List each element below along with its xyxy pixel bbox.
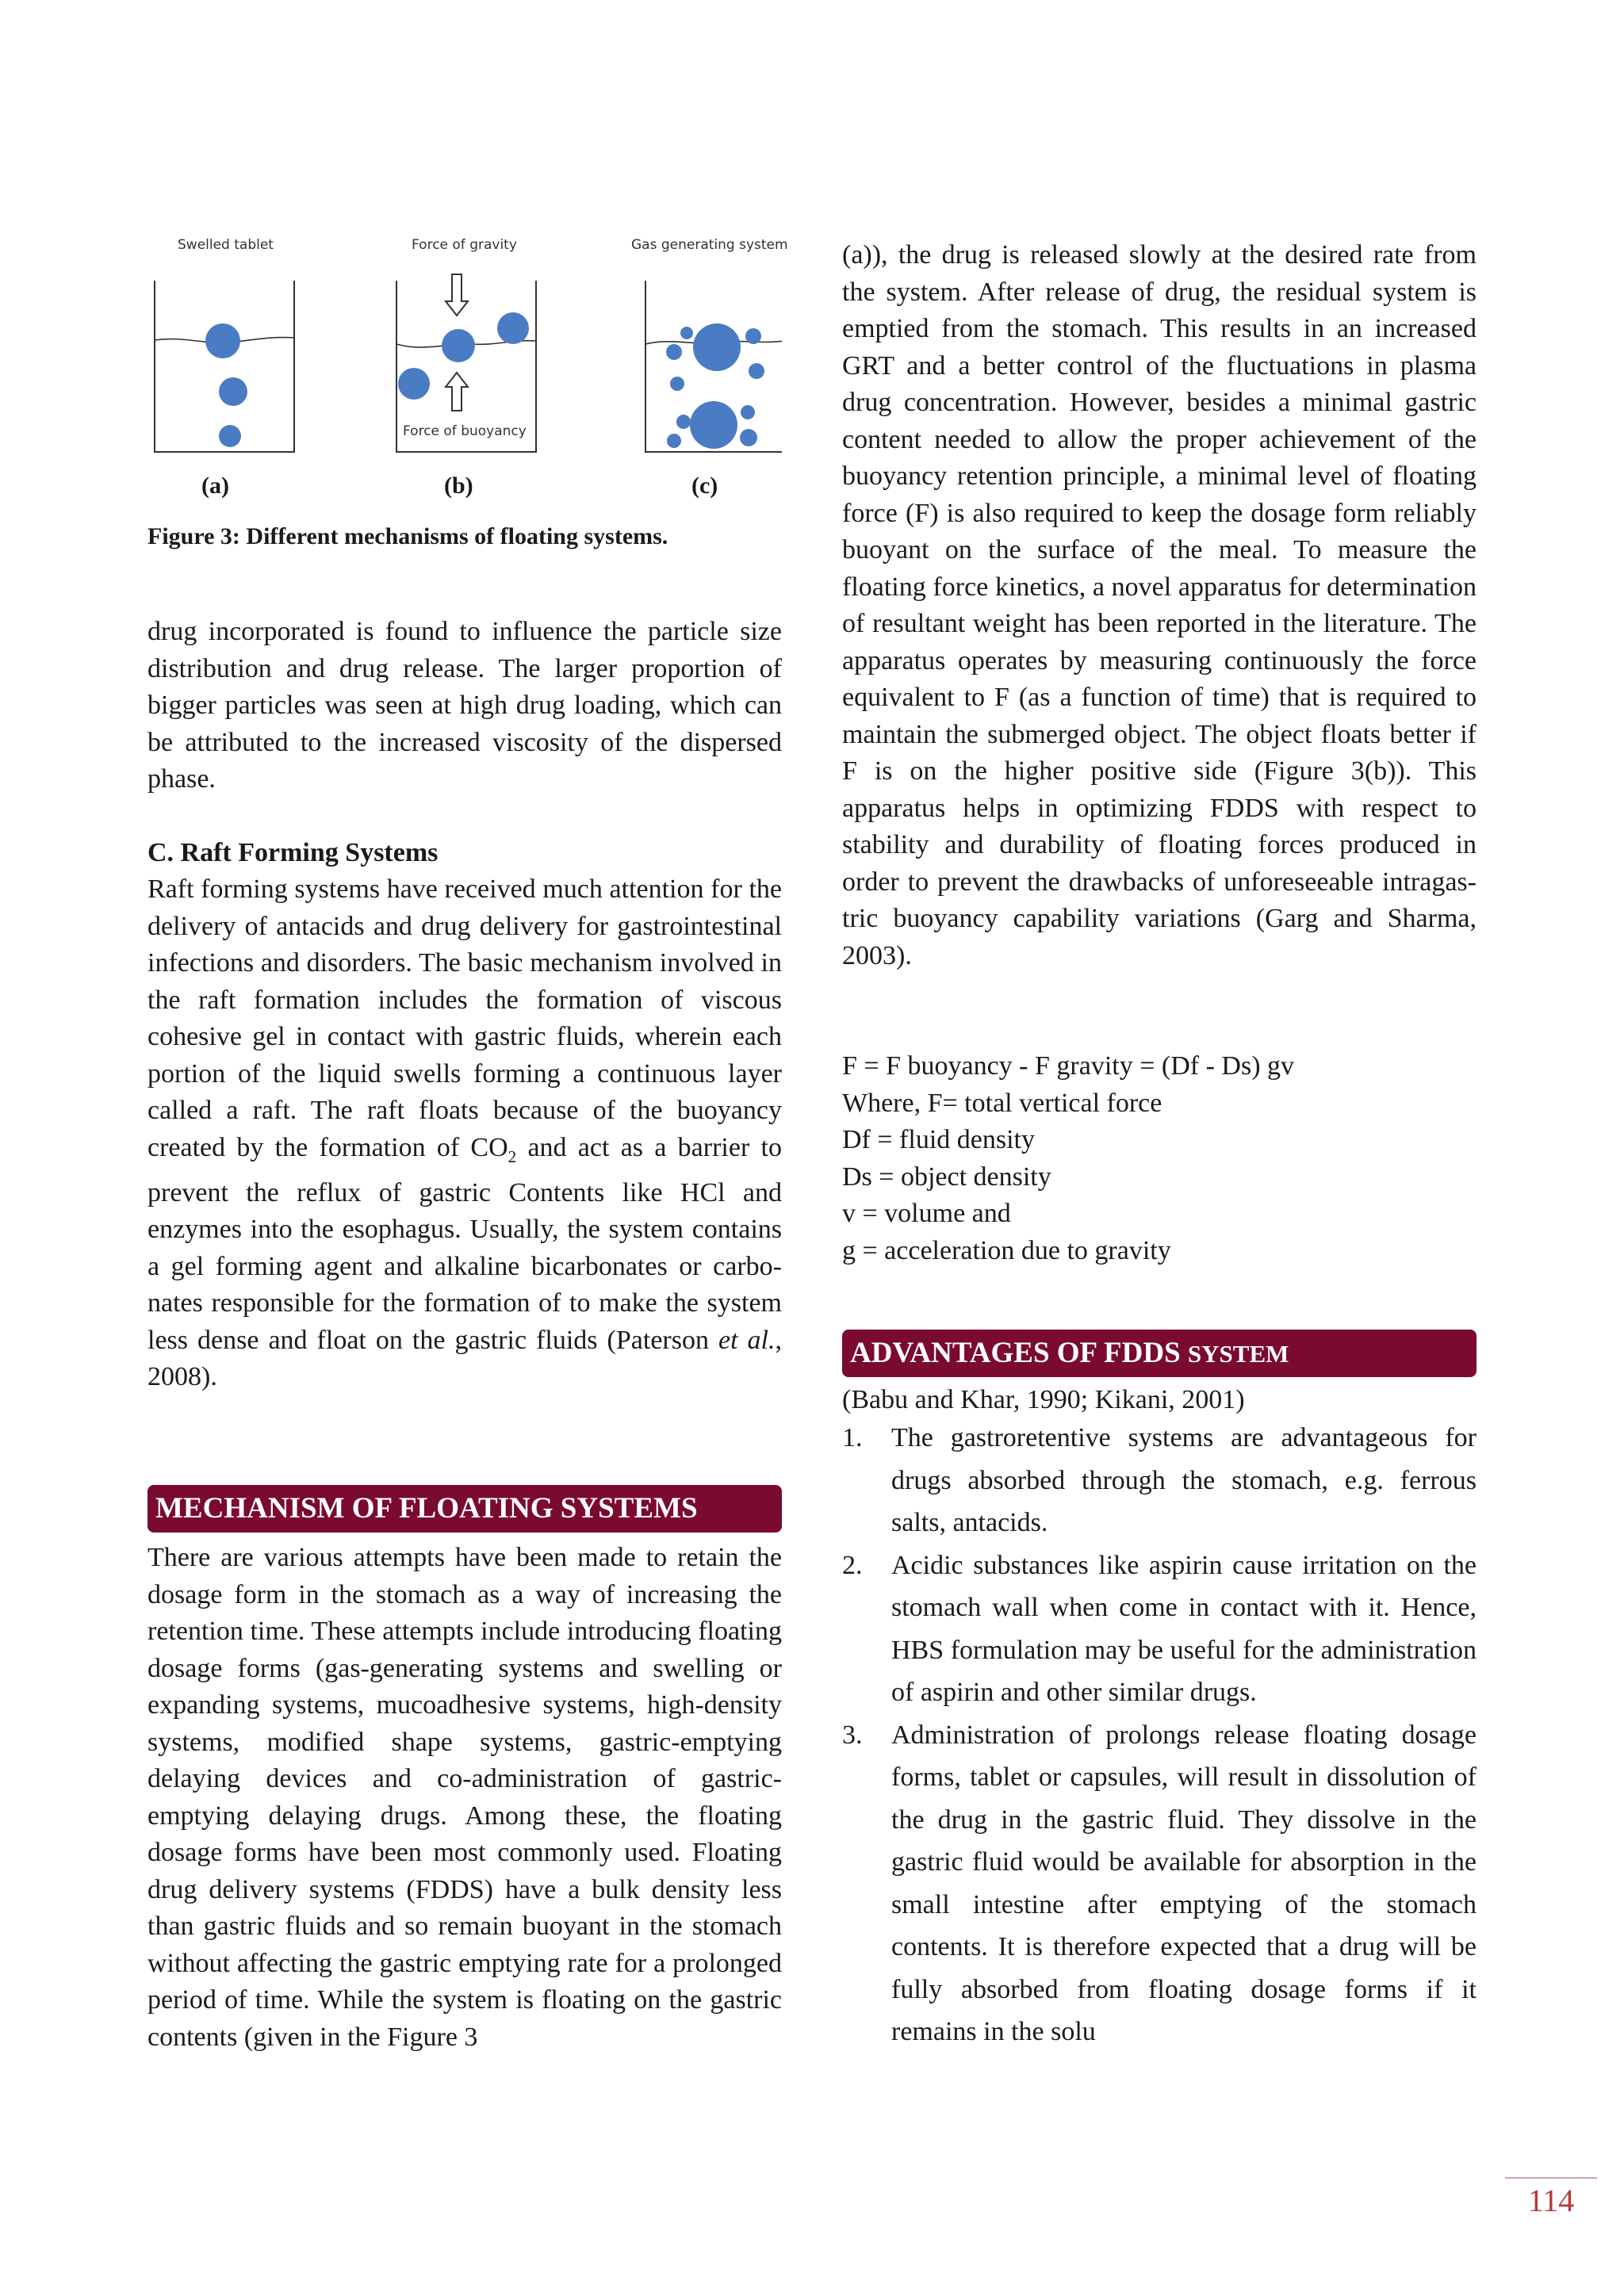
definition-line: Ds = object density xyxy=(842,1161,1051,1192)
figure-title-swelled-tablet: Swelled tablet xyxy=(178,237,274,253)
advantages-list xyxy=(842,1417,1477,2053)
force-of-gravity-arrow-icon xyxy=(446,274,468,316)
mechanism-paragraph: There are various attempts have been made to retain the dosage form in the stomach as a way of increasing the retention time. These attempts include introducing floating dosage forms (gas-generating systems and swelling or expanding systems, mucoadhesive systems, high-density systems, modified shape systems, gastric-emptying delaying devices and co-administration of gastric-emptying delaying drugs. Among these, the floating dosage forms have been most commonly used. Floating drug delivery systems (FDDS) have a bulk density less than gastric fluids and so remain buoyant in the stomach without affecting the gastric emptying rate for a prolonged period of time. While the system is floating on the gastric contents (given in the Figure 3 xyxy=(147,1543,782,2052)
list-item: 1. The gastroretentive systems are advantageous for drugs absorbed through the stomach, e.g. ferrous salts, antacids. xyxy=(842,1423,1477,1537)
definition-line: v = volume and xyxy=(842,1199,1011,1228)
page-number: 114 xyxy=(1527,2183,1575,2218)
panel-label-c: (c) xyxy=(691,473,718,499)
list-item: 2. Acidic substances like aspirin cause irritation on the stomach wall when come in contact with it. Hence, HBS formulation may be useful for the administration of aspirin and other similar drugs. xyxy=(842,1550,1477,1707)
page-number-rule xyxy=(1505,2177,1597,2179)
figure-3 xyxy=(147,225,788,511)
panel-label-b: (b) xyxy=(444,473,473,499)
definition-line: Where, F= total vertical force xyxy=(842,1088,1162,1118)
raft-forming-paragraph: Raft forming systems have received much attention for the delivery of antacids and drug delivery for gastrointestinal infections and disorders. The basic mechanism involved in the raft formation includes the formation of viscous cohesive gel in contact with gastric fluids, wherein each portion of the liquid swells forming a continuous layer called a raft. The raft floats because of the buoyancy created by the formation of $CO_2$ and act as a barrier to prevent the reflux of gastric Contents like HCl and enzymes into the esophagus. Usually, the system contains a gel forming agent and alkaline bicarbonates or carbonates responsible for the formation of to make the system less dense and float on the gastric fluids (Paterson et al., 2008). xyxy=(147,874,783,1392)
force-of-buoyancy-arrow-icon xyxy=(446,373,468,411)
figure-caption: Figure 3: Different mechanisms of floating systems. xyxy=(147,523,668,549)
particle-size-paragraph: drug incorporated is found to influence the particle size distribution and drug release. The larger proportion of bigger particles was seen at high drug loading, which can be attributed to the increased viscosity of the dispersed phase. xyxy=(147,617,782,794)
raft-forming-heading: C. Raft Forming Systems xyxy=(147,838,439,867)
panel-label-a: (a) xyxy=(201,473,229,499)
list-item: 3. Administration of prolongs release floating dosage forms, tablet or capsules, will result in dissolution of the drug in the gastric fluid. They dissolve in the gastric fluid would be available for absorption in the small intestine after emptying of the stomach contents. It is therefore expected that a drug will be fully absorbed from floating dosage forms if it remains in the solu xyxy=(842,1720,1477,2046)
beaker-a xyxy=(155,281,294,452)
figure-label-force-of-buoyancy: Force of buoyancy xyxy=(403,423,527,439)
figure-title-force-of-gravity: Force of gravity xyxy=(412,237,517,253)
advantages-references: (Babu and Khar, 1990; Kikani, 2001) xyxy=(842,1385,1245,1414)
definition-line: g = acceleration due to gravity xyxy=(842,1235,1171,1265)
definition-line: Df = fluid density xyxy=(842,1125,1035,1154)
equation-line: F = F buoyancy - F gravity = (Df - Ds) gv xyxy=(842,1051,1295,1081)
mechanism-heading: MECHANISM OF FLOATING SYSTEMS xyxy=(147,1485,782,1533)
figure-title-gas-generating-system: Gas generating system xyxy=(631,237,788,253)
advantages-heading: ADVANTAGES OF FDDS SYSTEM xyxy=(842,1330,1477,1377)
floating-force-paragraph: (a)), the drug is released slowly at the desired rate from the system. After release of drug, the residual system is emptied from the stomach. This results in an increased GRT and a better control of the fluctuations in plasma drug concentration. However, besides a minimal gastric content needed to allow the proper achievement of the buoyancy retention principle, a minimal level of floating force (F) is also required to keep the dosage form reliably buoyant on the surface of the meal. To measure the floating force kinetics, a novel apparatus for determination of resultant weight has been reported in the literature. The apparatus operates by measuring continuously the force equivalent to F (as a function of time) that is required to maintain the submerged object. The object floats better if F is on the higher positive side (Figure 3(b)). This apparatus helps in optimizing FDDS with respect to stability and durability of floating forces produced in order to prevent the drawbacks of unforeseeable intragastric buoyancy capability variations (Garg and Sharma, 2003). xyxy=(842,240,1477,970)
bubbles-a xyxy=(205,323,247,447)
